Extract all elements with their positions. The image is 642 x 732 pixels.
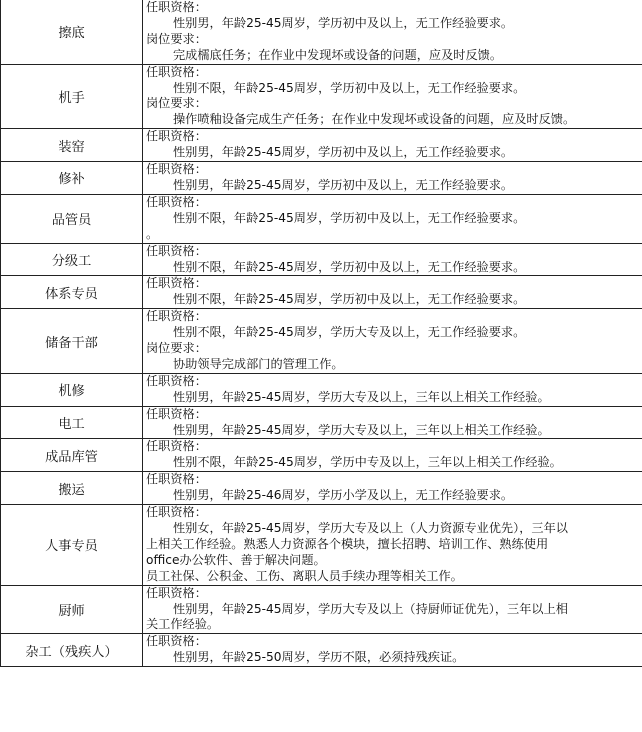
- position-name: 储备干部: [1, 309, 143, 374]
- table-row: [1, 0, 642, 64]
- requirements-cell: [143, 0, 642, 64]
- requirements-cell: [143, 162, 642, 195]
- table-row: [1, 276, 642, 309]
- requirement-detail: 性别男，年龄25-45周岁，学历大专及以上（持厨师证优先），三年以上相: [173, 601, 568, 616]
- position-name: 擦底: [1, 0, 143, 64]
- requirement-detail: 性别不限，年龄25-45周岁，学历初中及以上，无工作经验要求。: [173, 80, 526, 95]
- requirement-line: 任职资格：: [146, 243, 207, 258]
- requirement-line: 任职资格：: [146, 64, 207, 79]
- requirement-detail: 性别男，年龄25-45周岁，学历初中及以上，无工作经验要求。: [173, 15, 514, 30]
- requirements-cell: [143, 373, 642, 406]
- requirement-line: 任职资格：: [146, 0, 207, 14]
- requirements-cell: [143, 406, 642, 439]
- position-name: 厨师: [1, 585, 143, 634]
- table-row: [1, 373, 642, 406]
- requirement-line: 任职资格：: [146, 373, 207, 388]
- requirement-detail: 性别不限，年龄25-45周岁，学历中专及以上，三年以上相关工作经验。: [173, 455, 562, 470]
- requirements-cell: [143, 634, 642, 667]
- job-rows: [1, 0, 642, 667]
- requirement-detail: 性别男，年龄25-45周岁，学历大专及以上，三年以上相关工作经验。: [173, 422, 550, 437]
- requirement-line: 关工作经验。: [146, 617, 220, 632]
- requirement-detail: 性别不限，年龄25-45周岁，学历初中及以上，无工作经验要求。: [173, 210, 526, 225]
- table-row: [1, 129, 642, 162]
- requirements-cell: [143, 129, 642, 162]
- requirement-line: 岗位要求：: [146, 96, 207, 111]
- requirements-cell: [143, 309, 642, 374]
- position-name: 杂工（残疾人）: [1, 634, 143, 667]
- table-row: [1, 162, 642, 195]
- requirement-line: office办公软件、善于解决问题。: [146, 552, 326, 567]
- requirement-detail: 完成檽底任务；在作业中发现坏或设备的问题，应及时反馈。: [173, 47, 503, 62]
- table-row: [1, 505, 642, 586]
- table-row: [1, 194, 642, 243]
- position-name: 机手: [1, 64, 143, 129]
- requirement-detail: 性别不限，年龄25-45周岁，学历大专及以上，无工作经验要求。: [173, 325, 526, 340]
- position-name: 修补: [1, 162, 143, 195]
- requirement-detail: 性别男，年龄25-50周岁，学历不限，必须持残疾证。: [173, 650, 465, 665]
- requirements-cell: [143, 472, 642, 505]
- requirement-line: 任职资格：: [146, 634, 207, 649]
- requirement-detail: 性别男，年龄25-45周岁，学历初中及以上，无工作经验要求。: [173, 177, 514, 192]
- requirements-cell: [143, 276, 642, 309]
- requirement-line: 任职资格：: [146, 129, 207, 144]
- requirement-detail: 操作喷釉设备完成生产任务；在作业中发现坏或设备的问题，应及时反馈。: [173, 112, 576, 127]
- position-name: 体系专员: [1, 276, 143, 309]
- table-row: [1, 309, 642, 374]
- position-name: 品管员: [1, 194, 143, 243]
- requirement-line: 任职资格：: [146, 162, 207, 177]
- requirement-detail: 性别男，年龄25-46周岁，学历小学及以上，无工作经验要求。: [173, 488, 514, 503]
- position-name: 成品库管: [1, 439, 143, 472]
- table-row: [1, 64, 642, 129]
- table-row: [1, 472, 642, 505]
- requirement-detail: 性别男，年龄25-45周岁，学历初中及以上，无工作经验要求。: [173, 145, 514, 160]
- requirement-line: 任职资格：: [146, 439, 207, 454]
- table-row: [1, 243, 642, 276]
- requirement-line: 任职资格：: [146, 505, 207, 520]
- table-row: [1, 439, 642, 472]
- requirement-line: 任职资格：: [146, 406, 207, 421]
- requirement-detail: 性别不限，年龄25-45周岁，学历初中及以上，无工作经验要求。: [173, 259, 526, 274]
- table-row: [1, 634, 642, 667]
- table-row: [1, 585, 642, 634]
- requirement-line: 任职资格：: [146, 194, 207, 209]
- requirement-line: 任职资格：: [146, 585, 207, 600]
- requirements-cell: [143, 439, 642, 472]
- requirements-cell: [143, 194, 642, 243]
- requirement-line: 任职资格：: [146, 276, 207, 291]
- requirement-line: 岗位要求：: [146, 341, 207, 356]
- table-row: [1, 406, 642, 439]
- position-name: 搬运: [1, 472, 143, 505]
- requirement-line: 岗位要求：: [146, 31, 207, 46]
- position-name: 机修: [1, 373, 143, 406]
- position-name: 装窑: [1, 129, 143, 162]
- requirement-line: 上相关工作经验。熟悉人力资源各个模块，擅长招聘、培训工作、熟练使用: [146, 536, 549, 551]
- position-name: 电工: [1, 406, 143, 439]
- requirement-detail: 协助领导完成部门的管理工作。: [173, 356, 344, 371]
- position-name: 人事专员: [1, 505, 143, 586]
- requirement-line: 员工社保、公积金、工伤、离职人员手续办理等相关工作。: [146, 568, 463, 583]
- requirement-detail: 性别不限，年龄25-45周岁，学历初中及以上，无工作经验要求。: [173, 292, 526, 307]
- requirements-cell: [143, 243, 642, 276]
- requirement-line: 任职资格：: [146, 309, 207, 324]
- requirement-detail: 性别男，年龄25-45周岁，学历大专及以上，三年以上相关工作经验。: [173, 389, 550, 404]
- requirement-line: 任职资格：: [146, 472, 207, 487]
- position-name: 分级工: [1, 243, 143, 276]
- requirements-cell: [143, 505, 642, 586]
- requirement-line: 。: [146, 226, 159, 241]
- requirement-detail: 性别女，年龄25-45周岁，学历大专及以上（人力资源专业优先），三年以: [173, 521, 568, 535]
- requirements-cell: [143, 64, 642, 129]
- requirements-cell: [143, 585, 642, 634]
